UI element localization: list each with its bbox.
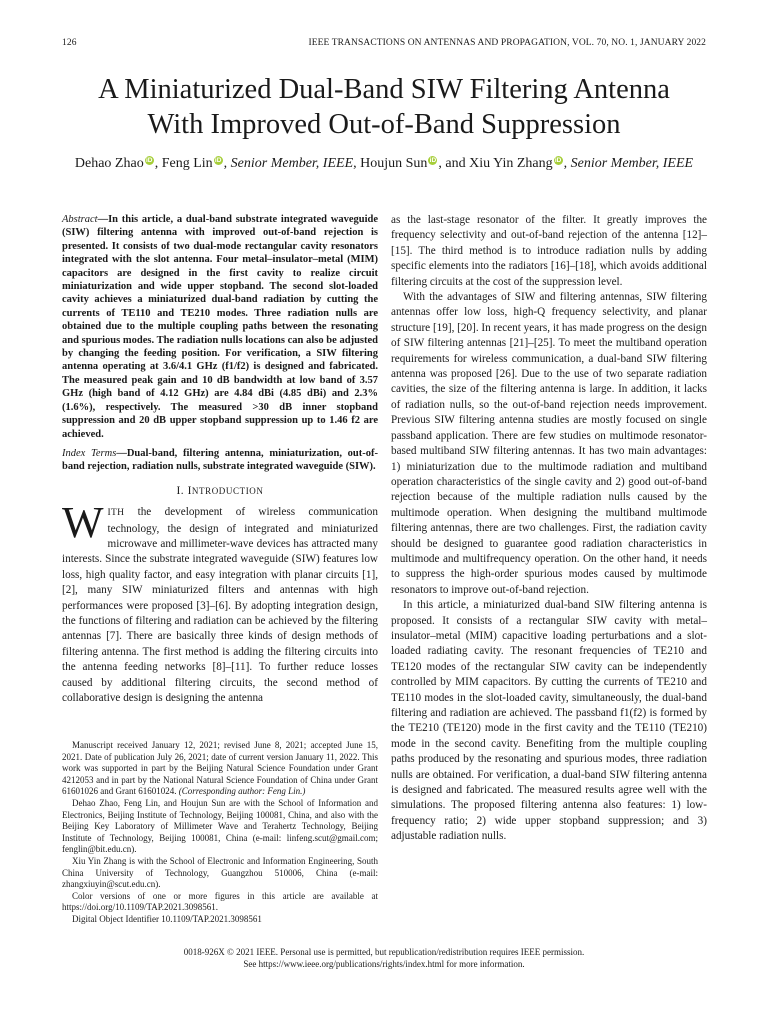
author-name: Feng Lin	[161, 156, 213, 171]
left-column	[62, 213, 378, 706]
drop-cap: W	[62, 498, 104, 548]
author-membership: Senior Member, IEEE	[230, 156, 354, 171]
author-membership: Senior Member, IEEE	[570, 156, 694, 171]
footnote-manuscript	[62, 740, 378, 798]
title-line-1: A Miniaturized Dual-Band SIW Filtering Antenna	[98, 74, 670, 105]
first-word-rest: ITH	[107, 508, 125, 519]
section-numeral: I.	[176, 484, 185, 497]
index-terms-text: —Dual-band, filtering antenna, miniaturization, out-of-band rejection, radiation nulls, substrate integrated waveguide (SIW).	[62, 447, 378, 473]
running-header	[62, 38, 706, 52]
paper-title	[40, 72, 728, 142]
journal-name: IEEE TRANSACTIONS ON ANTENNAS AND PROPAGATION, VOL. 70, NO. 1, JANUARY 2022	[308, 38, 706, 48]
footnote-affiliation-1: Dehao Zhao, Feng Lin, and Houjun Sun are with the School of Information and Electronics, Beijing Institute of Technology, Beijing 100081, China, and also with the Beijing Key Laboratory of Millimeter Wave and Terahertz Technology, Beijing Institute of Technology, Beijing 100081, China (e-mail: linfeng.scut@gmail.com; fenglin@bit.edu.cn).	[62, 797, 378, 855]
intro-paragraph-2: With the advantages of SIW and filtering antennas, SIW filtering antennas offer low loss, high-Q frequency selectivity, and planar structure [19], [20]. In recent years, it has made progress on the design of SIW filtering antennas [21]–[25]. To meet the multiband operation requirements for wireless communication, a dual-band SIW filtering antenna was proposed [26]. Due to the use of two separate radiation cavities, the size of the filtering antenna is large. In addition, it lacks of radiation nulls, so the out-of-band rejection needs improvement. Previous SIW filtering antenna studies are mostly focused on single passband application. There are few studies on multimode resonator-based multiband SIW filtering antennas. It has two main advantages: 1) miniaturization due to the multimode radiation and multiband operation characteristics of the single cavity and 2) good out-of-band rejection because of the multiple radiation nulls caused by the multimode operation. When designing the multiband multimode filtering antennas, there are two challenges. First, the radiation cavity should be designed to guarantee good radiation characteristics in multimode and multifrequency operation. On the other hand, it needs to suppress the high-order spurious modes caused by multimode resonators to improve out-of-band rejection.	[391, 291, 707, 596]
footnote-affiliation-2: Xiu Yin Zhang is with the School of Electronic and Information Engineering, South China University of Technology, Guangzhou 510006, China (e-mail: zhangxiuyin@scut.edu.cn).	[62, 855, 378, 890]
footnotes	[62, 740, 378, 926]
orcid-icon[interactable]: iD	[554, 157, 562, 164]
author-list: Dehao Zhao iD , Feng Lin iD , Senior Member, IEEE, Houjun Sun iD , and Xiu Yin Zhang iD , Senior Member, IEEE	[74, 156, 694, 171]
intro-continued: as the last-stage resonator of the filter. It greatly improves the frequency selectivity and out-of-band rejection of the antenna [12]–[15]. The third method is to introduce radiation nulls by adding specific elements into the radiators [16]–[18], which avoids additional filtering circuits at the cost of the suppression level.	[391, 214, 707, 288]
intro-paragraph-3: In this article, a miniaturized dual-band SIW filtering antenna is proposed. It consists of a rectangular SIW cavity with metal–insulator–metal (MIM) capacitive loading perturbations and a slot-loaded radiating cavity. The resonant frequencies of TE210 and TE120 modes of the rectangular SIW cavity can be independently controlled by MIM capacitors. By cutting the currents of TE210 and TE110 modes in the slot-loaded cavity, simultaneously, the dual-band filtering and radiation are achieved. The passband f1(f2) is formed by the TE210 (TE120) mode in the first cavity and the TE110 (TE210) mode in the second cavity. Benefiting from the multiple coupling paths produced by the resonating and spurious modes, three radiation nulls are obtained. For verification, a dual-band SIW filtering antenna is designed and fabricated. The measured results agree well with the simulations. The proposed filtering antenna also features: 1) low-frequency ratio; 2) wide upper stopband suppression; and 3) adjustable radiation nulls.	[391, 599, 707, 843]
abstract-text: —In this article, a dual-band substrate integrated waveguide (SIW) filtering antenna with improved out-of-band rejection is presented. It consists of two dual-mode rectangular cavity resonators integrated with the slot antenna. Four metal–insulator–metal (MIM) capacitors are designed in the first cavity to realize circuit miniaturization and wide upper stopband. The second slot-loaded cavity achieves a miniaturized dual-band radiation by cutting the currents of TE110 and TE210 modes. Three radiation nulls are obtained due to the multiple coupling paths between the resonating and spurious modes. The radiation nulls locations can also be adjusted by changing the feeding position. For verification, a SIW filtering antenna operating at 3.6/4.1 GHz (f1/f2) is designed and fabricated. The measured peak gain and 10 dB bandwidth at low band of 3.57 GHz (high band of 4.12 GHz) are 4.84 dBi (4.85 dBi) and 2.3% (1.6%), respectively. The measured >30 dB inner stopband suppression and 20 dB upper stopband suppression up to 1.46 f2 are achieved.	[62, 214, 378, 440]
author-name: Houjun Sun	[360, 156, 428, 171]
corresponding-author: (Corresponding author: Feng Lin.)	[178, 786, 306, 797]
abstract	[62, 213, 378, 441]
footnote-doi: Digital Object Identifier 10.1109/TAP.2021.3098561	[72, 913, 262, 924]
author-name: Dehao Zhao	[74, 156, 144, 171]
abstract-label: Abstract	[62, 214, 98, 225]
copyright-line-2: See https://www.ieee.org/publications/rights/index.html for more information.	[243, 959, 525, 969]
index-terms-label: Index Terms	[62, 447, 117, 459]
author-name: Xiu Yin Zhang	[469, 156, 553, 171]
author-separator: , and	[438, 156, 470, 171]
page-number: 126	[62, 38, 77, 48]
copyright-line-1: 0018-926X © 2021 IEEE. Personal use is permitted, but republication/redistribution requires IEEE permission.	[183, 947, 585, 957]
section-title-rest: NTRODUCTION	[191, 485, 264, 496]
orcid-icon[interactable]: iD	[214, 157, 222, 164]
right-column	[391, 213, 707, 845]
section-heading	[62, 484, 378, 499]
index-terms	[62, 447, 378, 474]
title-line-2: With Improved Out-of-Band Suppression	[147, 109, 621, 140]
intro-text: the development of wireless communication technology, the design of integrated and miniaturized microwave and millimeter-wave devices has attracted many interests. Since the substrate integrated waveguide (SIW) features low loss, high quality factor, and easy integration with planar circuits [1], [2], many SIW miniaturized filters and antennas with high performances were proposed [3]–[6]. By adopting integration design, the functions of filtering and radiation can be achieved by the filtering antennas [7]. There are basically three kinds of design methods of filtering antenna. The first method is adding the filtering circuits into the antenna feeding networks [8]–[11]. To further reduce losses caused by additional filtering circuits, the second method of collaborative design is designing the antenna	[62, 506, 378, 704]
orcid-icon[interactable]: iD	[429, 157, 437, 164]
section-title-initial: I	[187, 484, 192, 497]
footnote-text: Manuscript received January 12, 2021; revised June 8, 2021; accepted June 15, 2021. Date of publication July 26, 2021; date of current version January 11, 2022. This work was supported in part by the Beijing Natural Science Foundation under Grant 4212053 and in part by the National Natural Science Foundation of China under Grant 61601026 and Grant 61601024.	[62, 740, 378, 797]
footnote-color: Color versions of one or more figures in this article are available at https://doi.org/10.1109/TAP.2021.3098561.	[62, 890, 378, 913]
orcid-icon[interactable]: iD	[145, 157, 153, 164]
intro-paragraph	[62, 498, 378, 706]
copyright-notice	[62, 946, 706, 970]
